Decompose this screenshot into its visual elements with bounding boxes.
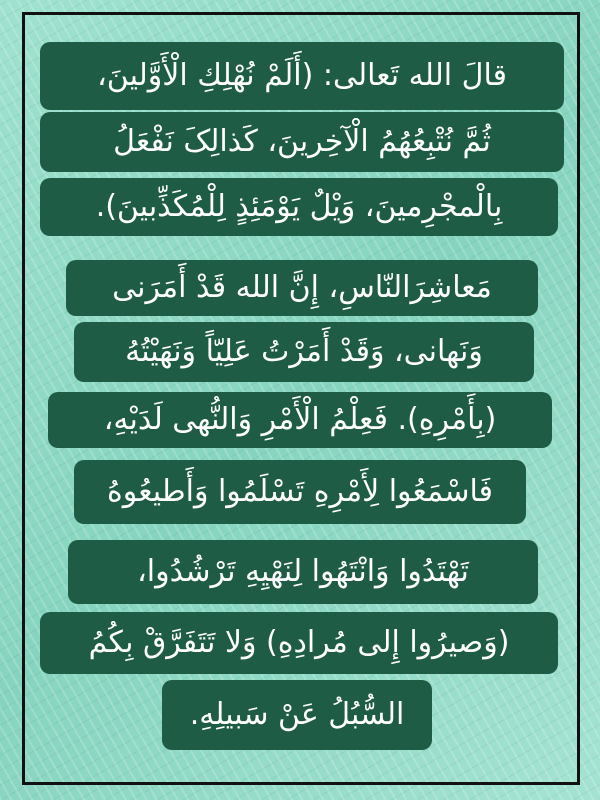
text-line-3: بِالْمجْرِمينَ، وَيْلٌ يَوْمَئِذٍ لِلْمُكَذِّبينَ).	[40, 178, 558, 236]
text-line-1: قالَ الله تَعالى: (أَلَمْ نُهْلِكِ الْأَوَّلينَ،	[40, 42, 564, 110]
text-line-8: تَهْتَدُوا وَانْتَهُوا لِنَهْيِهِ تَرْشُدُوا،	[68, 540, 538, 604]
text-line-10: السُّبُلُ عَنْ سَبيلِهِ.	[162, 680, 432, 750]
text-line-9: (وَصيرُوا إِلی مُرادِهِ) وَلا تَتَفَرَّقْ بِكُمُ	[40, 612, 558, 674]
text-line-7: فَاسْمَعُوا لِأَمْرِهِ تَسْلَمُوا وَأَطيعُوهُ	[74, 460, 526, 524]
text-line-6: (بِأَمْرِهِ). فَعِلْمُ الْأَمْرِ وَالنُّهی لَدَيْهِ،	[48, 392, 552, 448]
text-line-2: ثُمَّ نُتْبِعُهُمُ الْآخِرينَ، كَذالِکَ نَفْعَلُ	[40, 112, 564, 172]
text-line-4: مَعاشِرَالنّاسِ، إِنَّ الله قَدْ أَمَرَنی	[66, 260, 538, 316]
text-line-5: وَنَهانی، وَقَدْ أَمَرْتُ عَلِيّاً وَنَهَيْتُهُ	[74, 322, 534, 382]
